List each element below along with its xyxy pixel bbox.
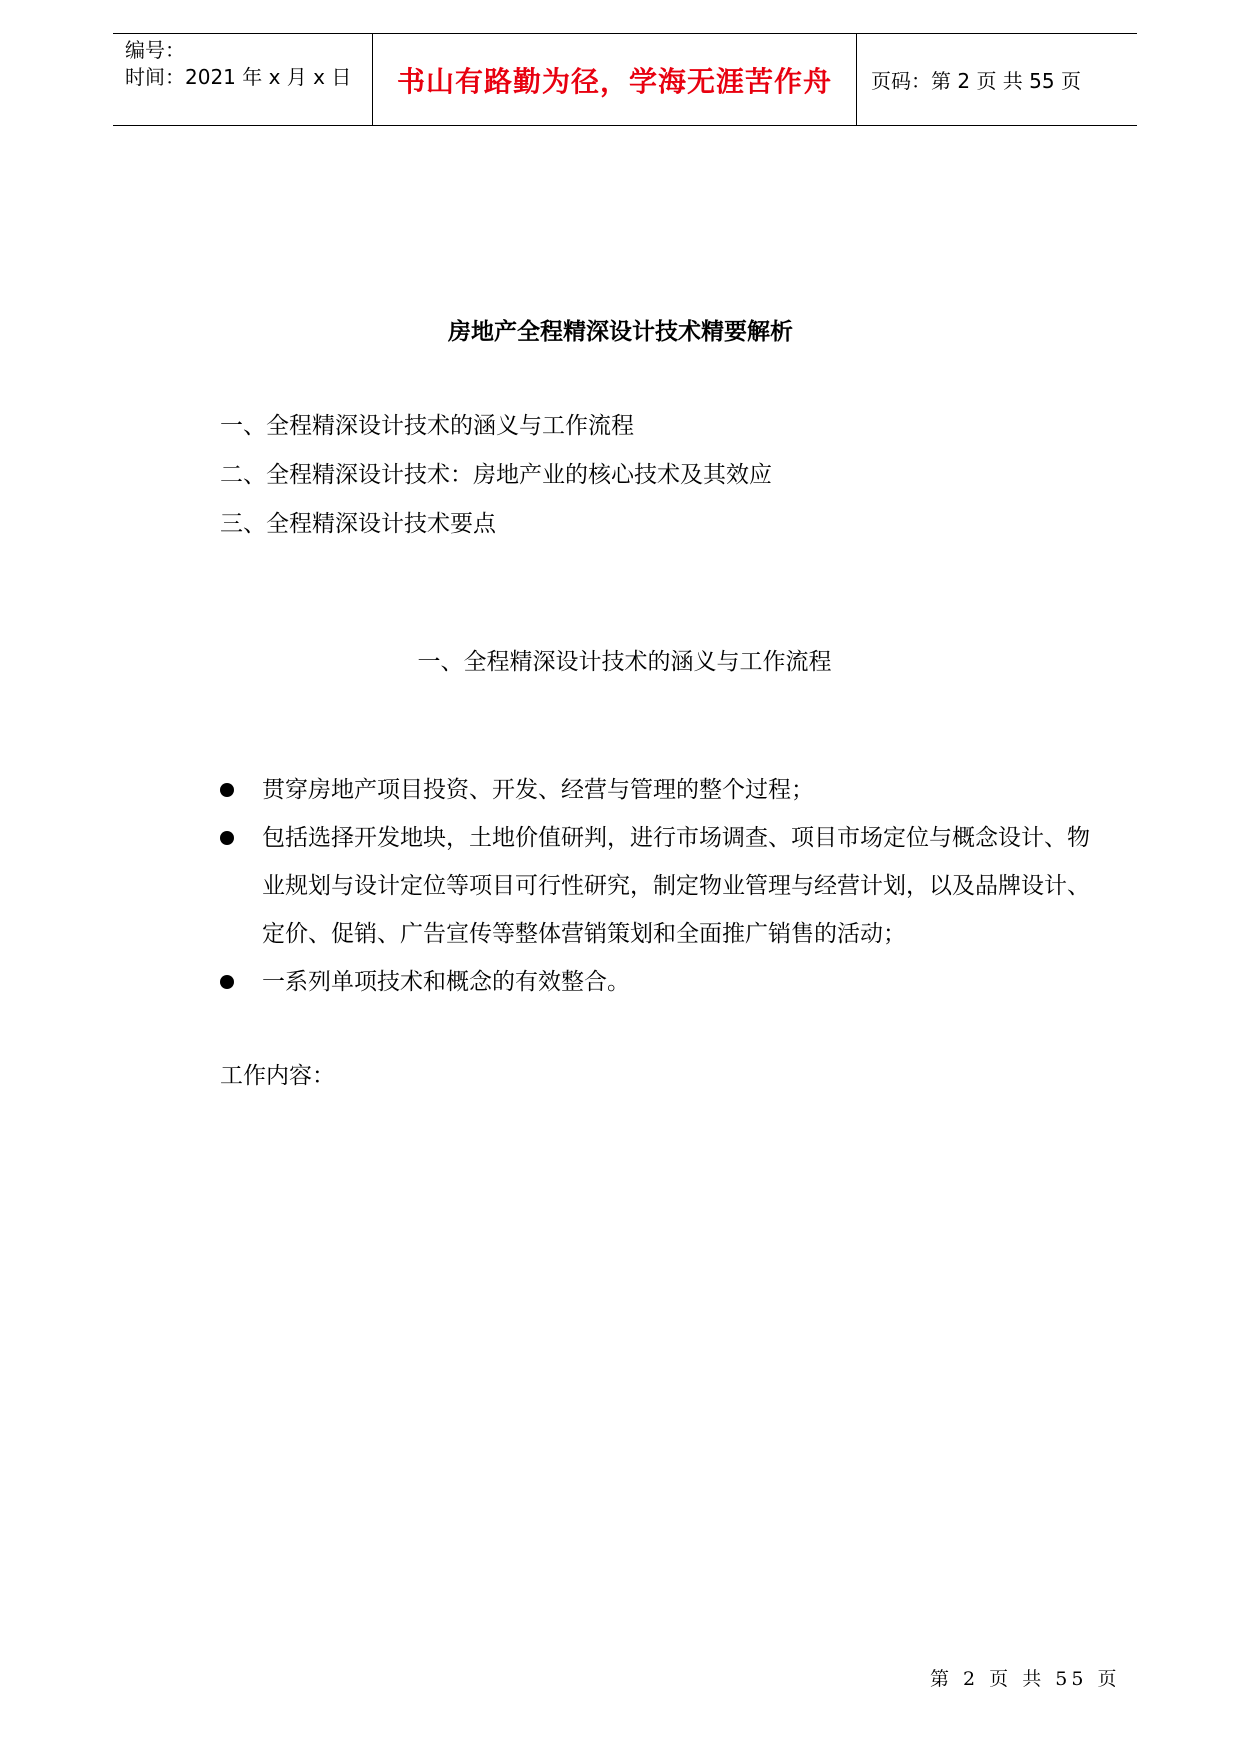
document-title: 房地产全程精深设计技术精要解析: [448, 318, 793, 345]
toc-item: 一、全程精深设计技术的涵义与工作流程: [220, 413, 634, 439]
bullet-item: [220, 958, 1090, 1006]
bullet-item: [220, 766, 1090, 814]
bullet-dot-icon: [220, 831, 234, 845]
bullet-dot-icon: [220, 783, 234, 797]
bullet-list: [220, 766, 1090, 1006]
bullet-text: 贯穿房地产项目投资、开发、经营与管理的整个过程；: [262, 777, 814, 803]
toc-item: 三、全程精深设计技术要点: [220, 511, 496, 537]
document-number-label: 编号：: [125, 38, 185, 62]
header-motto: 书山有路勤为径，学海无涯苦作舟: [396, 64, 832, 98]
header-motto-cell: [373, 34, 857, 125]
header-page-info: 页码：第 2 页 共 55 页: [871, 69, 1081, 93]
page-header: [113, 33, 1137, 126]
bullet-text: 一系列单项技术和概念的有效整合。: [262, 969, 630, 995]
toc-item: 二、全程精深设计技术：房地产业的核心技术及其效应: [220, 462, 772, 488]
section-heading-text: 一、全程精深设计技术的涵义与工作流程: [417, 649, 832, 675]
bullet-dot-icon: [220, 975, 234, 989]
table-of-contents: [220, 402, 772, 549]
header-meta-cell: [113, 34, 373, 125]
header-page-cell: [857, 34, 1137, 125]
work-content-label: 工作内容：: [220, 1063, 335, 1089]
bullet-item: [220, 814, 1090, 958]
section-heading: [0, 646, 1241, 678]
document-time-label: 时间：2021 年 x 月 x 日: [125, 65, 352, 89]
bullet-text: 包括选择开发地块，土地价值研判，进行市场调查、项目市场定位与概念设计、物业规划与设计定位等项目可行性研究，制定物业管理与经营计划，以及品牌设计、定价、促销、广告宣传等整体营销策划和全面推广销售的活动；: [262, 825, 1090, 947]
page-footer: 第 2 页 共 55 页: [930, 1668, 1121, 1690]
